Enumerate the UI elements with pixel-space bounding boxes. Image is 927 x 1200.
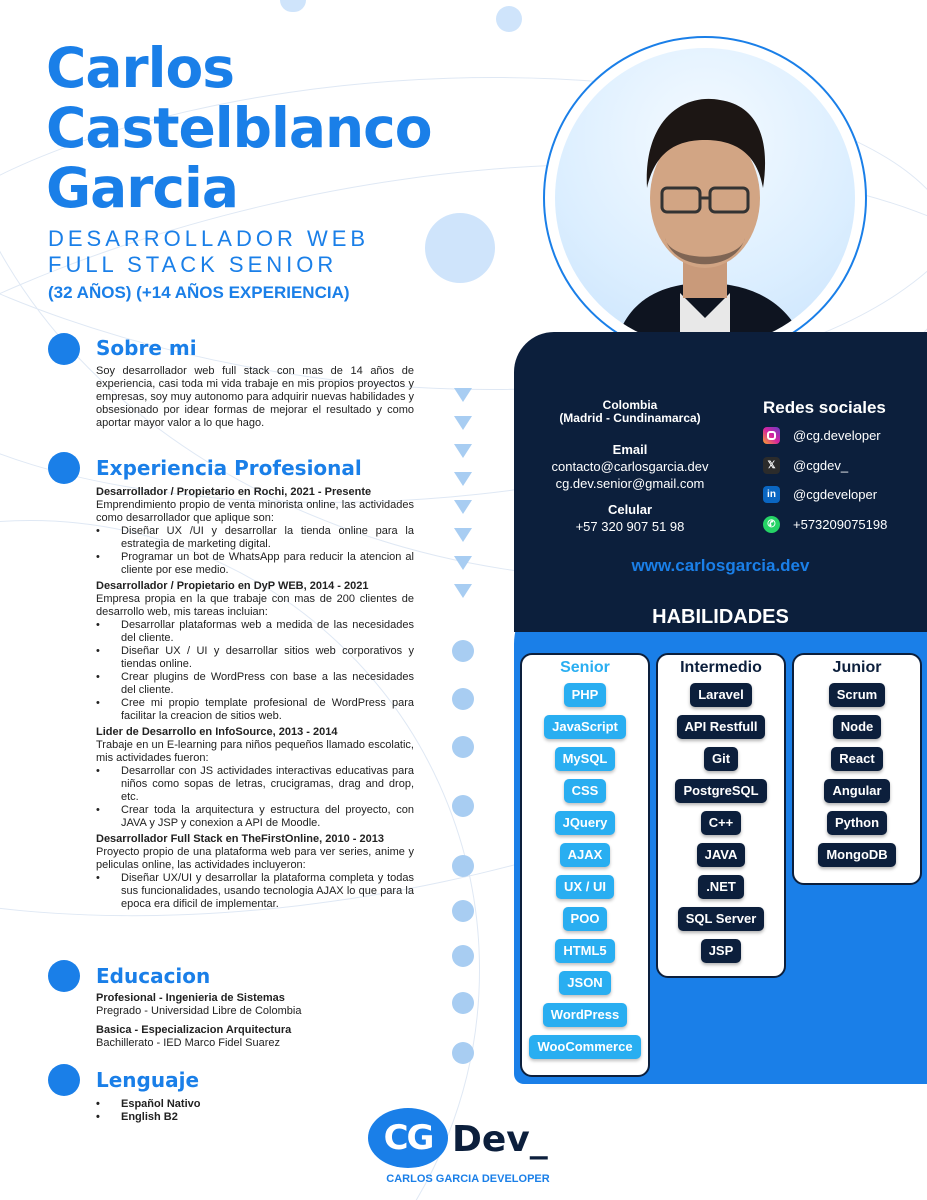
- experience-title: Experiencia Profesional: [96, 456, 362, 480]
- cgdev-logo: [368, 1108, 568, 1188]
- contact-email: [530, 441, 730, 492]
- social-item-linkedin[interactable]: [763, 486, 877, 503]
- skill-chip: C++: [701, 811, 742, 835]
- section-bullet: [48, 960, 80, 992]
- skill-chip: Git: [704, 747, 738, 771]
- job-title: Desarrollador / Propietario en Rochi, 2021 - Presente: [96, 486, 372, 498]
- about-title: Sobre mi: [96, 336, 197, 360]
- instagram-icon: [763, 427, 780, 444]
- skill-chip: JSP: [701, 939, 742, 963]
- logo-word: Dev_: [452, 1119, 548, 1160]
- job-bullet: • Desarrollar plataformas web a medida de las necesidades del cliente.: [96, 619, 414, 645]
- name-line-3: Garcia: [46, 156, 238, 220]
- job-title: Lider de Desarrollo en InfoSource, 2013 - 2014: [96, 726, 338, 738]
- skill-chip: AJAX: [560, 843, 611, 867]
- job-entry: [96, 580, 414, 723]
- job-description: Proyecto propio de una plataforma web para ver series, anime y peliculas online, las actividades incluyeron:: [96, 846, 414, 871]
- education-title: Educacion: [96, 964, 211, 988]
- skill-chip: Python: [827, 811, 887, 835]
- skill-chip: JAVA: [697, 843, 746, 867]
- job-description: Empresa propia en la que trabaje con mas de 200 clientes de desarrollo web, mis tareas incluian:: [96, 593, 414, 618]
- job-entry: [96, 726, 414, 830]
- skills-column-junior: [792, 653, 922, 885]
- job-bullet: • Diseñar UX / UI y desarrollar sitios web corporativos y tiendas online.: [96, 645, 414, 671]
- role-line-2: FULL STACK SENIOR: [48, 252, 338, 277]
- social-item-whatsapp[interactable]: [763, 516, 887, 533]
- job-bullet: • Cree mi propio template profesional de WordPress para facilitar la creacion de sitios web.: [96, 697, 414, 723]
- logo-mark: CG: [368, 1108, 448, 1168]
- name-line-1: Carlos: [46, 36, 234, 100]
- education-item-title: Profesional - Ingenieria de Sistemas: [96, 992, 285, 1004]
- skill-chip: API Restfull: [677, 715, 766, 739]
- social-handle: +573209075198: [793, 517, 888, 532]
- job-title: Desarrollador Full Stack en TheFirstOnline, 2010 - 2013: [96, 833, 384, 845]
- whatsapp-icon: ✆: [763, 516, 780, 533]
- job-entry: [96, 833, 414, 911]
- social-handle: @cg.developer: [793, 428, 881, 443]
- skill-chip: POO: [563, 907, 608, 931]
- role-line-1: DESARROLLADOR WEB: [48, 226, 370, 251]
- skill-chip: CSS: [564, 779, 607, 803]
- logo-caption: CARLOS GARCIA DEVELOPER: [386, 1173, 550, 1185]
- skill-chip: JavaScript: [544, 715, 626, 739]
- section-bullet: [48, 333, 80, 365]
- skill-chip: Scrum: [829, 683, 885, 707]
- skill-chip: PHP: [564, 683, 607, 707]
- job-bullet: • Programar un bot de WhatsApp para reducir la atencion al cliente por ese medio.: [96, 551, 414, 577]
- skill-chip: MongoDB: [818, 843, 895, 867]
- full-name: [46, 38, 432, 218]
- education-item-detail: Pregrado - Universidad Libre de Colombia: [96, 1005, 302, 1017]
- column-header: Senior: [560, 659, 610, 676]
- experience-list: [96, 486, 414, 911]
- linkedin-icon: in: [763, 486, 780, 503]
- job-description: Emprendimiento propio de venta minorista online, las actividades como desarrollador que aplique son:: [96, 499, 414, 524]
- skill-chip: Laravel: [690, 683, 752, 707]
- x-icon: 𝕏: [763, 457, 780, 474]
- section-bullet: [48, 1064, 80, 1096]
- skill-chip: SQL Server: [678, 907, 765, 931]
- education-list: [96, 992, 414, 1050]
- languages-title: Lenguaje: [96, 1068, 200, 1092]
- skill-chip: React: [831, 747, 882, 771]
- contact-phone: [530, 501, 730, 535]
- phone-label: Celular: [607, 502, 653, 517]
- about-text: Soy desarrollador web full stack con mas de 14 años de experiencia, casi toda mi vida trabaje en mis propios proyectos y empresas, soy muy autonomo para adquirir nuevas habilidades y obsesionado por idear formas de mejorar el resultado y como aportar mayor valor a lo que hago.: [96, 365, 414, 429]
- education-item-detail: Bachillerato - IED Marco Fidel Suarez: [96, 1037, 281, 1049]
- phone-number[interactable]: +57 320 907 51 98: [575, 519, 685, 534]
- skill-chip: WordPress: [543, 1003, 627, 1027]
- location-line-2: (Madrid - Cundinamarca): [559, 411, 701, 425]
- job-role: [48, 226, 369, 278]
- email-label: Email: [612, 442, 648, 457]
- skill-chip: PostgreSQL: [675, 779, 766, 803]
- skill-chip: WooCommerce: [529, 1035, 640, 1059]
- job-bullet: • Crear plugins de WordPress con base a las necesidades del cliente.: [96, 671, 414, 697]
- language-item: • English B2: [96, 1111, 414, 1124]
- skill-chip: JQuery: [555, 811, 616, 835]
- column-header: Intermedio: [680, 659, 762, 676]
- location-line-1: Colombia: [602, 398, 658, 412]
- job-bullet: • Diseñar UX /UI y desarrollar la tienda online para la estrategia de marketing digital.: [96, 525, 414, 551]
- column-header: Junior: [832, 659, 882, 676]
- skills-column-senior: [520, 653, 650, 1077]
- social-item-x[interactable]: [763, 457, 848, 474]
- profile-photo: [555, 48, 855, 348]
- job-bullet: • Desarrollar con JS actividades interactivas educativas para niños como sopas de letras, crucigramas, drag and drop, etc.: [96, 765, 414, 804]
- skills-title: HABILIDADES: [652, 606, 789, 628]
- decor-bubble: [425, 213, 495, 283]
- social-handle: @cgdeveloper: [793, 487, 878, 502]
- social-handle: @cgdev_: [793, 458, 849, 473]
- skill-chip: Node: [833, 715, 882, 739]
- decor-bubble: [280, 0, 306, 12]
- language-item: • Español Nativo: [96, 1098, 414, 1111]
- decor-bubble: [496, 6, 522, 32]
- section-bullet: [48, 452, 80, 484]
- job-entry: [96, 486, 414, 577]
- job-title: Desarrollador / Propietario en DyP WEB, 2014 - 2021: [96, 580, 369, 592]
- job-bullet: • Diseñar UX/UI y desarrollar la plataforma completa y todas sus funcionalidades, usando tecnologia AJAX lo que para la epoca era dificil de implementar.: [96, 872, 414, 911]
- person-avatar-icon: [555, 48, 855, 348]
- skills-column-intermedio: [656, 653, 786, 978]
- age-experience: (32 AÑOS) (+14 AÑOS EXPERIENCIA): [48, 283, 350, 302]
- social-item-instagram[interactable]: [763, 427, 881, 444]
- social-title: Redes sociales: [763, 398, 886, 417]
- skill-chip: UX / UI: [556, 875, 614, 899]
- languages-list: [96, 1098, 414, 1124]
- skill-chip: HTML5: [555, 939, 614, 963]
- email-link-2[interactable]: cg.dev.senior@gmail.com: [555, 476, 705, 491]
- skill-chip: .NET: [698, 875, 744, 899]
- skill-chip: JSON: [559, 971, 610, 995]
- skill-chip: MySQL: [555, 747, 616, 771]
- job-description: Trabaje en un E-learning para niños pequeños llamado escolatic, mis actividades fueron:: [96, 739, 414, 764]
- skill-chip: Angular: [824, 779, 889, 803]
- education-item-title: Basica - Especializacion Arquitectura: [96, 1024, 292, 1036]
- name-line-2: Castelblanco: [46, 96, 432, 160]
- job-bullet: • Crear toda la arquitectura y estructura del proyecto, con JAVA y JSP y conexion a API de Moodle.: [96, 804, 414, 830]
- website-link[interactable]: www.carlosgarcia.dev: [631, 556, 810, 575]
- contact-location: [530, 399, 730, 425]
- email-link-1[interactable]: contacto@carlosgarcia.dev: [551, 459, 709, 474]
